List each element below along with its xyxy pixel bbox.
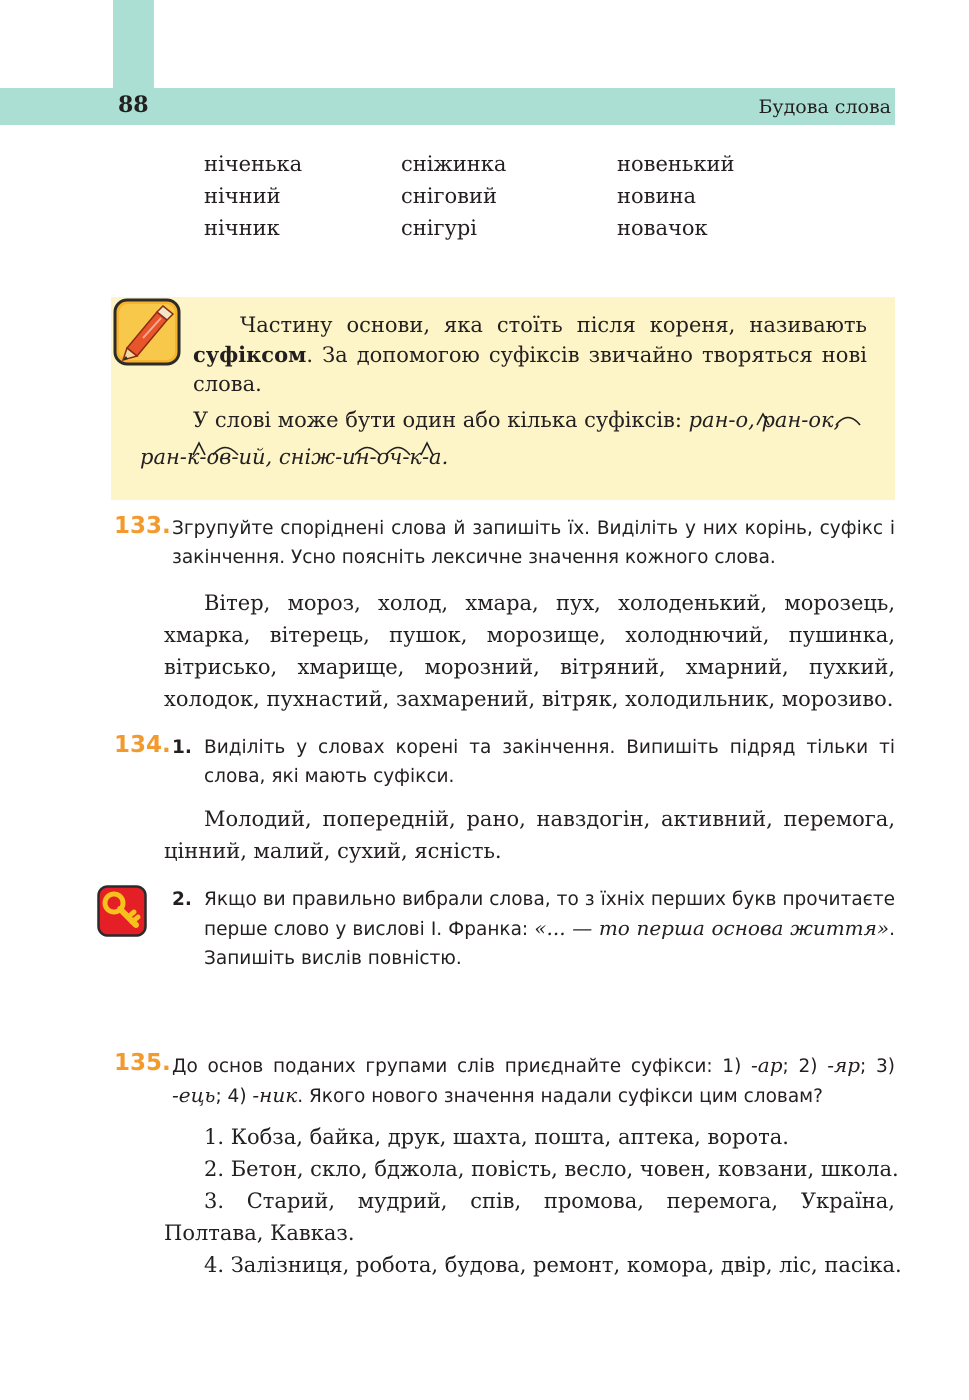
task-134-part-2-number: 2. [172,889,192,910]
task-number-135: 135. [114,1050,171,1076]
word: новина [617,184,696,208]
page-number: 88 [118,92,149,118]
word: сніговий [401,184,497,208]
word: ніченька [204,152,303,176]
rule-text: . За допомогою суфіксів звичайно творяться нові слова. [193,343,867,396]
instruction-text: До основ поданих групами слів приєднайте суфікси: 1) [172,1056,752,1077]
exercise-line-1: 1. Кобза, байка, друк, шахта, пошта, аптека, ворота. [204,1125,789,1149]
suffix: -ець [172,1083,216,1107]
instruction-text: . Якого нового значення надали суфікси цим словам? [297,1086,823,1107]
rule-term: суфіксом [193,342,307,367]
word-column-1 [204,148,302,244]
key-icon [97,885,147,937]
word: нічний [204,184,281,208]
suffix: -яр [827,1053,861,1077]
rule-text: Частину основи, яка стоїть після кореня, називають [240,313,867,337]
word: сніжинка [401,152,507,176]
exercise-line-2: 2. Бетон, скло, бджола, повість, весло, човен, ковзани, школа. [204,1157,899,1181]
suffix-examples: ран-к-ов-ий, сніж-ин-оч-к-а. [140,445,449,469]
instruction-text: ; 4) [215,1086,253,1107]
task-133-instruction: Згрупуйте споріднені слова й запишіть їх. Виділіть у них корінь, суфікс і закінчення. Усно поясніть лексичне значення кожного слова. [172,518,895,568]
suffix-examples: ран-о, ран-ок, [688,408,841,432]
rule-text: У слові може бути один або кілька суфіксів: [193,408,689,432]
pencil-icon [113,298,181,366]
franko-quote: «... — то перша основа життя» [534,916,890,940]
instruction-text: . Запишіть вислів повністю. [204,919,895,969]
exercise-line-3: 3. Старий, мудрий, спів, промова, перемога, Україна, Полтава, Кавказ. [164,1189,895,1245]
suffix: -ар [751,1053,783,1077]
word-column-2 [401,148,506,244]
word: новачок [617,216,708,240]
exercise-line-4: 4. Залізниця, робота, будова, ремонт, комора, двір, ліс, пасіка. [204,1253,902,1277]
instruction-text: Якщо ви правильно вибрали слова, то з їхніх перших букв прочитаєте перше слово у вислові І. Франка: [204,889,895,940]
task-134-part-2-instruction [204,885,895,973]
task-134-part-1-number: 1. [172,737,192,758]
instruction-text: ; 2) [782,1056,828,1077]
task-133-text: Вітер, мороз, холод, хмара, пух, холоденький, морозець, хмарка, вітерець, пушок, морозище, холоднючий, пушинка, вітрисько, хмарище, морозний, вітряний, хмарний, пухкий, холодок, пухнастий, захмарений, вітряк, холодильник, морозиво. [164,591,895,711]
task-number-133: 133. [114,513,171,539]
word: новенький [617,152,735,176]
task-135-instruction [172,1051,895,1111]
rule-paragraph-1 [193,311,867,399]
section-title: Будова слова [758,96,891,118]
instruction-text: ; 3) [860,1056,896,1077]
suffix: -ник [252,1083,298,1107]
task-134-part-1-instruction: Виділіть у словах корені та закінчення. Випишіть підряд тільки ті слова, які мають суфікси. [204,737,895,787]
word-column-3 [617,148,734,244]
word: нічник [204,216,280,240]
word: снігурі [401,216,477,240]
task-134-text: Молодий, попередній, рано, навздогін, активний, перемога, цінний, малий, сухий, ясність. [164,807,895,863]
task-number-134: 134. [114,732,171,758]
rule-paragraph-2 [193,406,867,435]
rule-paragraph-2-cont [140,443,448,472]
